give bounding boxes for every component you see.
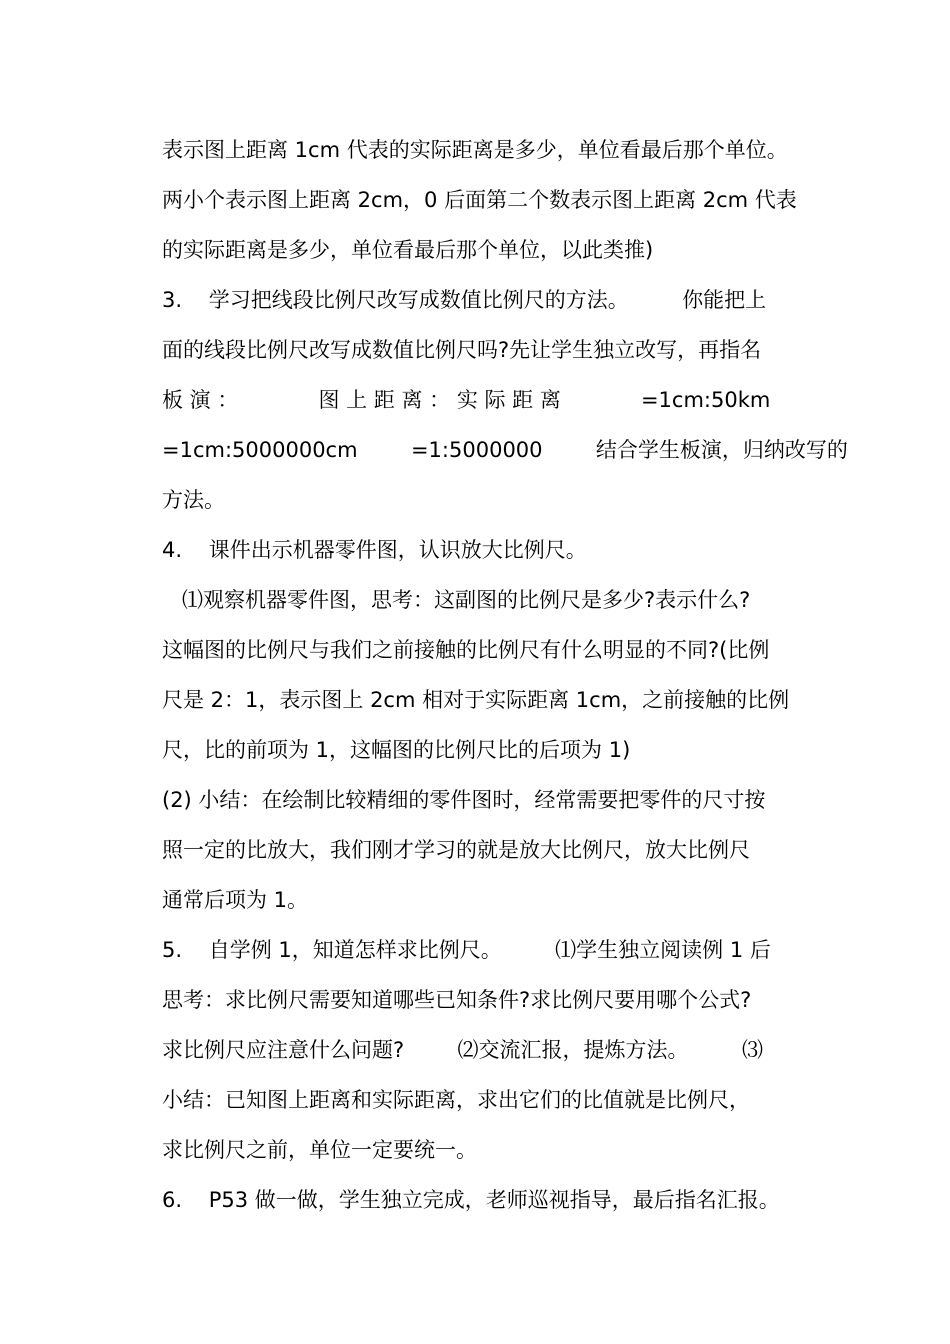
paragraph-line: 3. 学习把线段比例尺改写成数值比例尺的方法。 你能把上 bbox=[162, 288, 767, 312]
paragraph-line: 方法。 bbox=[162, 488, 225, 512]
paragraph-line: 的实际距离是多少，单位看最后那个单位，以此类推) bbox=[162, 238, 654, 262]
paragraph-line: 4. 课件出示机器零件图，认识放大比例尺。 bbox=[162, 538, 587, 562]
paragraph-line: 求比例尺应注意什么问题? ⑵交流汇报，提炼方法。 ⑶ bbox=[162, 1038, 763, 1062]
paragraph-line: 思考：求比例尺需要知道哪些已知条件?求比例尺要用哪个公式? bbox=[162, 988, 752, 1012]
paragraph-line: 板 演 ： 图 上 距 离 ： 实 际 距 离 =1cm:50km bbox=[162, 388, 771, 412]
paragraph-line: 表示图上距离 1cm 代表的实际距离是多少，单位看最后那个单位。 bbox=[162, 138, 788, 162]
paragraph-line: ⑴观察机器零件图，思考：这副图的比例尺是多少?表示什么? bbox=[162, 588, 751, 612]
paragraph-line: 小结：已知图上距离和实际距离，求出它们的比值就是比例尺， bbox=[162, 1088, 750, 1112]
paragraph-line: 尺是 2：1，表示图上 2cm 相对于实际距离 1cm，之前接触的比例 bbox=[162, 688, 790, 712]
paragraph-line: 求比例尺之前，单位一定要统一。 bbox=[162, 1138, 477, 1162]
paragraph-line: 面的线段比例尺改写成数值比例尺吗?先让学生独立改写，再指名 bbox=[162, 338, 762, 362]
paragraph-line: =1cm:5000000cm =1:5000000 结合学生板演，归纳改写的 bbox=[162, 438, 848, 462]
paragraph-line: 6. P53 做一做，学生独立完成，老师巡视指导，最后指名汇报。 bbox=[162, 1188, 780, 1212]
paragraph-line: (2) 小结：在绘制比较精细的零件图时，经常需要把零件的尺寸按 bbox=[162, 788, 766, 812]
paragraph-line: 通常后项为 1。 bbox=[162, 888, 309, 912]
paragraph-line: 照一定的比放大，我们刚才学习的就是放大比例尺，放大比例尺 bbox=[162, 838, 750, 862]
paragraph-line: 5. 自学例 1，知道怎样求比例尺。 ⑴学生独立阅读例 1 后 bbox=[162, 938, 771, 962]
paragraph-line: 这幅图的比例尺与我们之前接触的比例尺有什么明显的不同?(比例 bbox=[162, 638, 770, 662]
paragraph-line: 尺，比的前项为 1，这幅图的比例尺比的后项为 1) bbox=[162, 738, 631, 762]
paragraph-line: 两小个表示图上距离 2cm，0 后面第二个数表示图上距离 2cm 代表 bbox=[162, 188, 797, 212]
